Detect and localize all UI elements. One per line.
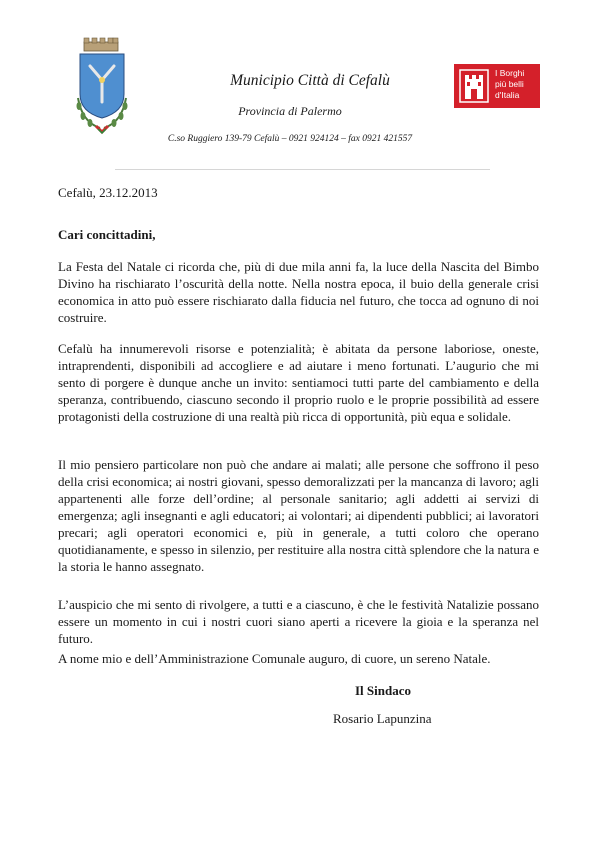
letter-date: Cefalù, 23.12.2013 <box>58 185 158 200</box>
province-name: Provincia di Palermo <box>238 104 342 118</box>
letter-paragraph-1: La Festa del Natale ci ricorda che, più di due mila anni fa, la luce della Nascita del Bimbo Divino ha rischiarato l’oscurità della notte. Nella nostra epoca, il buio della generale crisi economica in atto può essere rischiarato dalla fiducia nel futuro, che tocca ad ognuno di noi costruire. <box>58 259 539 325</box>
borghi-logo-line-2: più belli <box>495 79 524 89</box>
letter-paragraph-4: L’auspicio che mi sento di rivolgere, a tutti e a ciascuno, è che le festività Natalizie possano essere un momento in cui i nostri cuori siano aperti a ricevere la gioia e la speranza nel futuro. <box>58 597 539 646</box>
letter-paragraph-5: A nome mio e dell’Amministrazione Comunale auguro, di cuore, un sereno Natale. <box>58 651 491 666</box>
castle-icon <box>459 69 489 103</box>
letter-paragraph-3: Il mio pensiero particolare non può che andare ai malati; alle persone che soffrono il peso della crisi economica; ai nostri giovani, spesso demoralizzati per la mancanza di lavoro; agli appartenenti alle forze dell’ordine; al personale sanitario; agli addetti ai servizi di emergenza; agli insegnanti e agli educatori; ai volontari; ai dipendenti pubblici; ai lavoratori precari; agli operatori economici e, più in generale, a tutti coloro che operano quotidianamente, e spesso in silenzio, per restituire alla nostra città splendore che la natura e la storia le hanno assegnato. <box>58 457 539 574</box>
signature-name: Rosario Lapunzina <box>333 711 432 726</box>
letter-paragraph-2: Cefalù ha innumerevoli risorse e potenzialità; è abitata da persone laboriose, oneste, intraprendenti, disponibili ad accogliere e ad aiutare i meno fortunati. L’augurio che mi sento di porgere è dunque anche un invito: sentiamoci tutti parte del cambiamento e della speranza, contribuendo, ciascuno secondo il proprio ruolo e le proprie possibilità ad essere protagonisti della costruzione di una realtà più ricca di opportunità, più equa e solidale. <box>58 341 539 424</box>
header-divider <box>115 169 490 170</box>
borghi-logo-line-1: I Borghi <box>495 68 525 78</box>
municipality-title: Municipio Città di Cefalù <box>230 72 390 89</box>
address-line: C.so Ruggiero 139-79 Cefalù – 0921 924124 – fax 0921 421557 <box>167 134 413 144</box>
letter-greeting: Cari concittadini, <box>58 227 156 242</box>
municipal-crest-icon <box>70 36 134 136</box>
signature-title: Il Sindaco <box>355 683 411 698</box>
borghi-italia-logo <box>454 64 540 108</box>
borghi-logo-line-3: d'Italia <box>495 90 520 100</box>
